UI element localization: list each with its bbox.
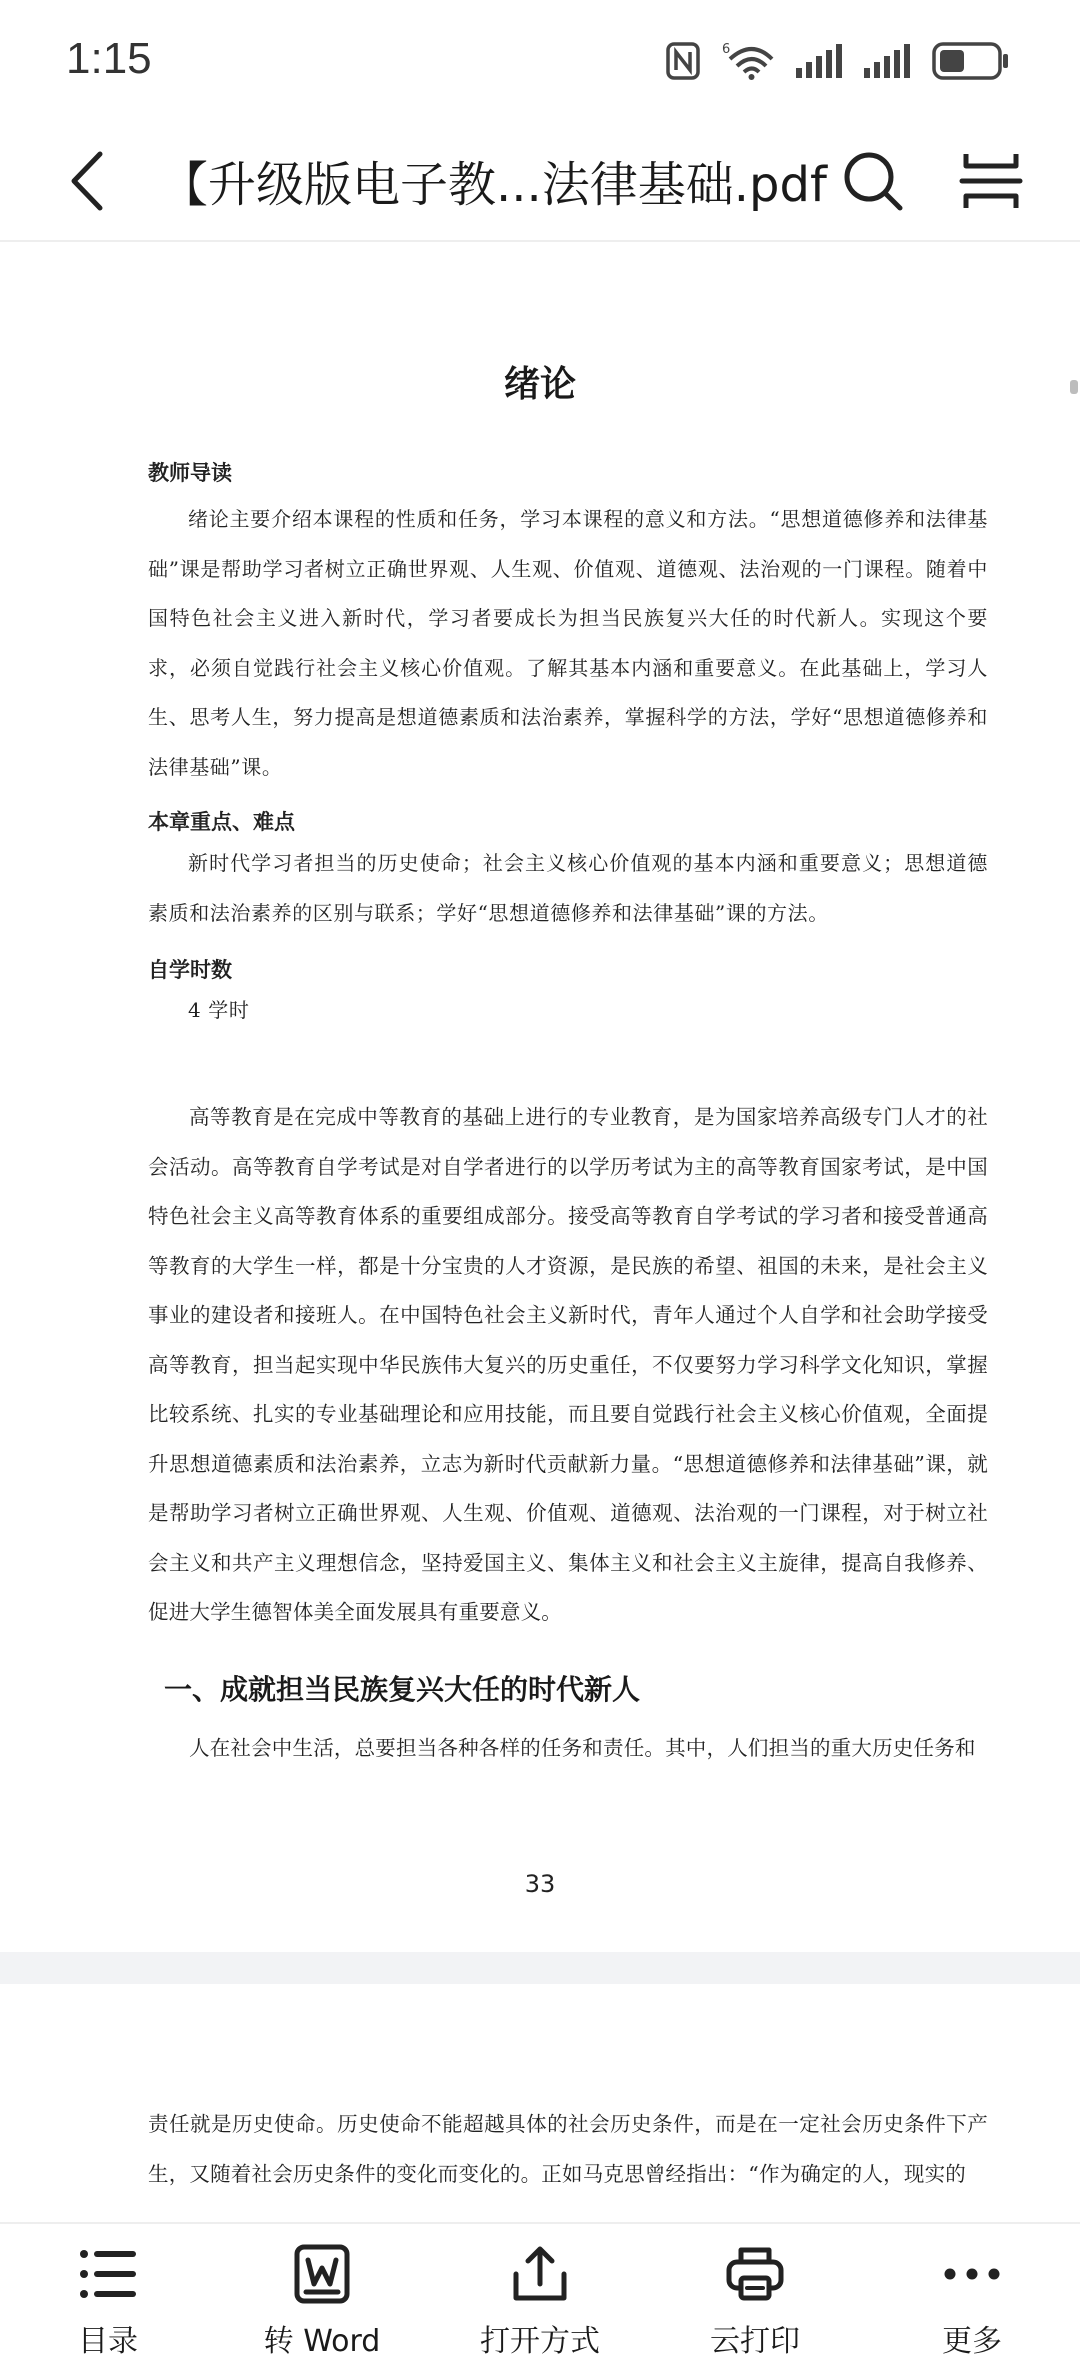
more-button[interactable]	[872, 2224, 1072, 2373]
fit-width-button[interactable]	[958, 148, 1024, 214]
list-icon	[78, 2244, 138, 2304]
signal-icon	[864, 44, 910, 78]
convert-word-label: 转 Word	[263, 2324, 381, 2359]
pdf-viewer[interactable]	[0, 242, 1080, 2222]
key-points-label: 本章重点、难点	[148, 810, 295, 834]
bottom-toolbar	[0, 2222, 1080, 2373]
toc-label: 目录	[78, 2324, 138, 2359]
search-button[interactable]	[840, 148, 906, 214]
convert-word-button[interactable]	[222, 2224, 422, 2373]
title-bar	[0, 120, 1080, 242]
teacher-guide-label: 教师导读	[148, 461, 232, 485]
status-time: 1:15	[66, 34, 152, 83]
printer-icon	[725, 2244, 785, 2304]
study-hours-label: 自学时数	[148, 958, 232, 982]
word-convert-icon	[292, 2244, 352, 2304]
pdf-page	[0, 1984, 1080, 2222]
cloud-print-button[interactable]	[655, 2224, 855, 2373]
search-icon	[840, 148, 906, 214]
toc-button[interactable]	[8, 2224, 208, 2373]
open-with-button[interactable]	[440, 2224, 640, 2373]
page2-paragraph: 责任就是历史使命。历史使命不能超越具体的社会历史条件，而是在一定社会历史条件下产生，又随着社会历史条件的变化而变化的。正如马克思曾经指出：“作为确定的人，现实的	[148, 2112, 988, 2186]
page-number: 33	[524, 1870, 556, 1898]
more-label: 更多	[942, 2324, 1002, 2359]
signal-icon	[796, 44, 842, 78]
open-with-label: 打开方式	[480, 2324, 600, 2359]
svg-text:6: 6	[722, 42, 731, 57]
cloud-print-label: 云打印	[710, 2324, 800, 2359]
fit-width-icon	[958, 148, 1024, 214]
status-bar	[0, 0, 1080, 120]
section-heading: 一、成就担当民族复兴大任的时代新人	[164, 1673, 641, 1706]
document-title: 【升级版电子教...法律基础.pdf	[160, 157, 827, 213]
chapter-title: 绪论	[503, 364, 576, 405]
teacher-guide-text: 绪论主要介绍本课程的性质和任务，学习本课程的意义和方法。“思想道德修养和法律基础”课是帮助学习者树立正确世界观、人生观、价值观、道德观、法治观的一门课程。随着中国特色社会主义进入新时代，学习者要成长为担当民族复兴大任的时代新人。实现这个要求，必须自觉践行社会主义核心价值观。了解其基本内涵和重要意义。在此基础上，学习人生、思考人生，努力提高是想道德素质和法治素养，掌握科学的方法，学好“思想道德修养和法律基础”课。	[148, 507, 988, 779]
battery-icon	[932, 42, 1010, 80]
more-icon	[942, 2244, 1002, 2304]
nfc-icon	[666, 42, 700, 80]
pdf-page	[0, 242, 1080, 1952]
back-button[interactable]	[60, 148, 120, 214]
body-paragraph: 高等教育是在完成中等教育的基础上进行的专业教育，是为国家培养高级专门人才的社会活动。高等教育自学考试是对自学者进行的以学历考试为主的高等教育国家考试，是中国特色社会主义高等教育体系的重要组成部分。接受高等教育自学考试的学习者和接受普通高等教育的大学生一样，都是十分宝贵的人才资源，是民族的希望、祖国的未来，是社会主义事业的建设者和接班人。在中国特色社会主义新时代，青年人通过个人自学和社会助学接受高等教育，担当起实现中华民族伟大复兴的历史重任，不仅要努力学习科学文化知识，掌握比较系统、扎实的专业基础理论和应用技能，而且要自觉践行社会主义核心价值观，全面提升思想道德素质和法治素养，立志为新时代贡献新力量。“思想道德修养和法律基础”课，就是帮助学习者树立正确世界观、人生观、价值观、道德观、法治观的一门课程，对于树立社会主义和共产主义理想信念，坚持爱国主义、集体主义和社会主义主旋律，提高自我修养、促进大学生德智体美全面发展具有重要意义。	[148, 1105, 988, 1624]
share-icon	[510, 2244, 570, 2304]
key-points-text: 新时代学习者担当的历史使命；社会主义核心价值观的基本内涵和重要意义；思想道德素质和法治素养的区别与联系；学好“思想道德修养和法律基础”课的方法。	[148, 851, 988, 925]
study-hours-text: 4 学时	[188, 998, 250, 1022]
status-icons	[666, 38, 1010, 84]
back-arrow-icon	[60, 148, 120, 214]
wifi-6-icon	[722, 41, 774, 81]
section-paragraph: 人在社会中生活，总要担当各种各样的任务和责任。其中，人们担当的重大历史任务和	[189, 1736, 976, 1760]
